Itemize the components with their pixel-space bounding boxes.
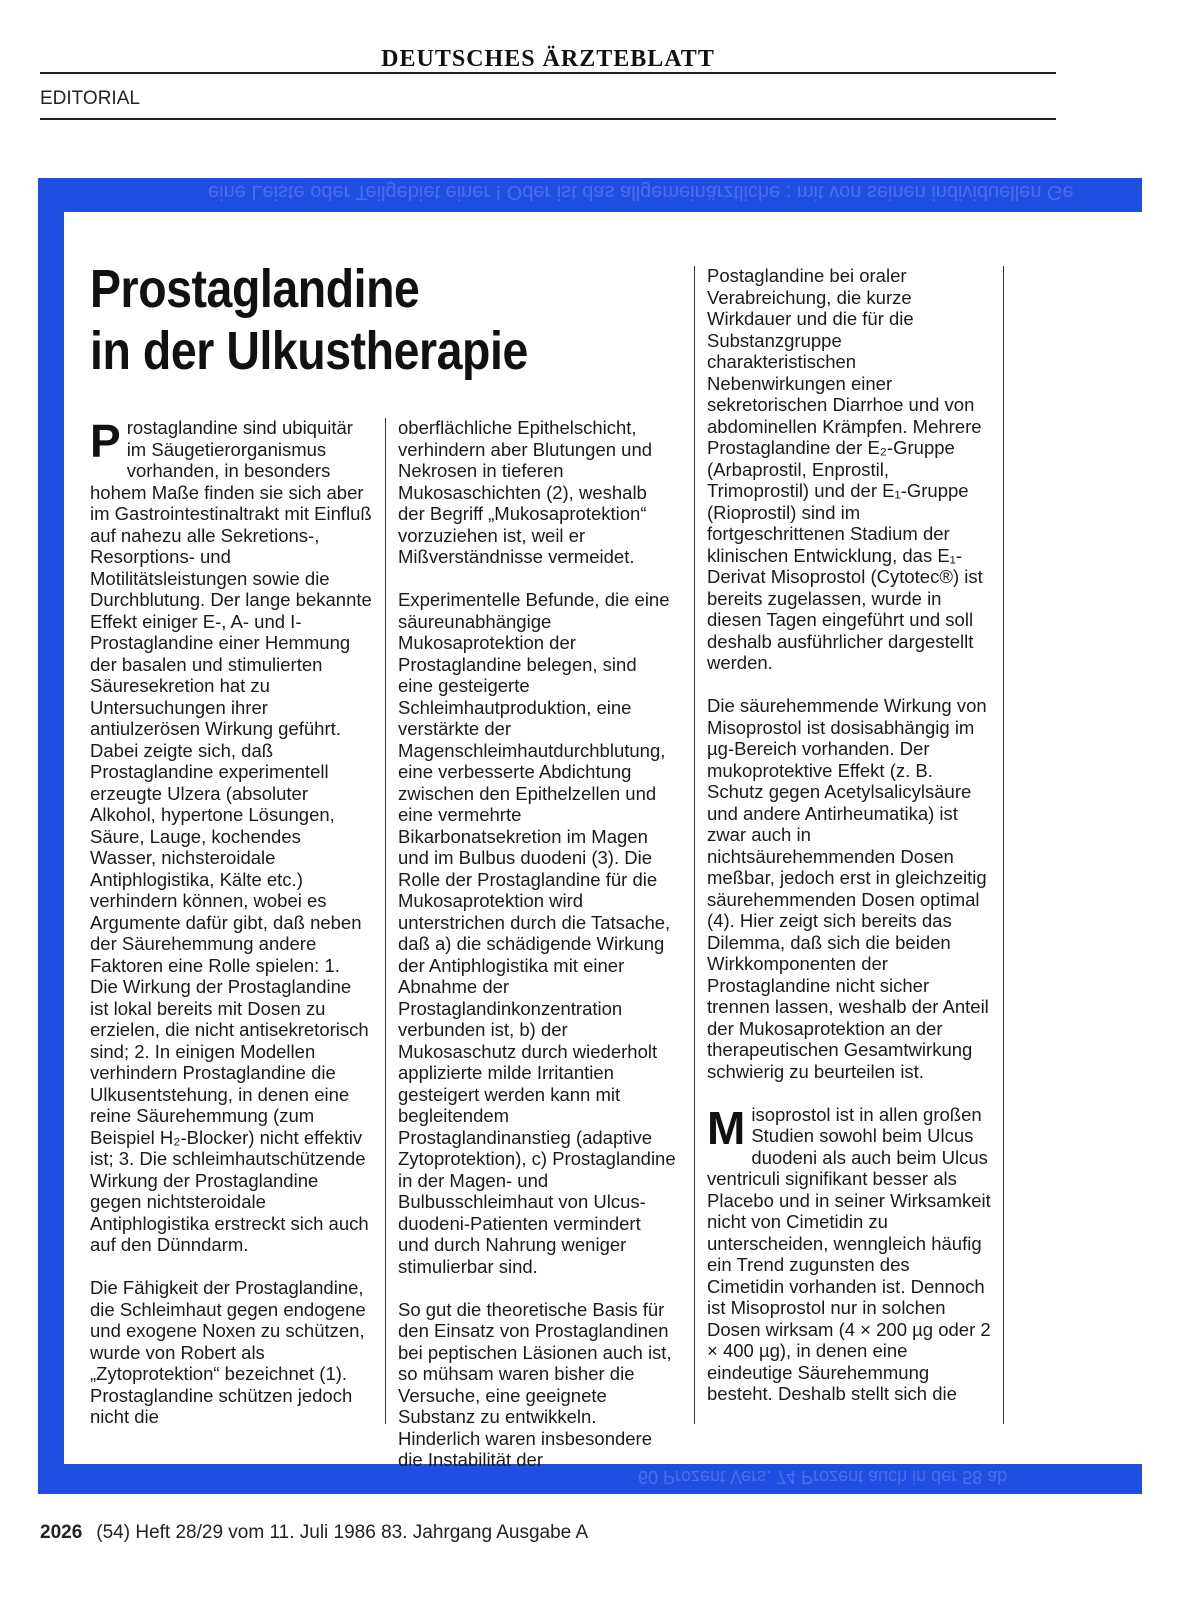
section-label: EDITORIAL — [40, 88, 140, 109]
column-rule-1 — [385, 418, 386, 1424]
page-footer — [40, 1522, 588, 1544]
paragraph — [90, 417, 372, 1256]
bleed-through-text-top: eine Leiste oder Teilgebiet einer ! Oder ist das allgemeinärztliche : mit von seinen individuellen Ge — [208, 181, 1074, 203]
paragraph: oberflächliche Epithelschicht, verhindern aber Blutungen und Nekrosen in tieferen Mukosaschichten (2), weshalb der Begriff „Mukosaprotektion“ vorzuziehen ist, weil er Mißverständnisse vermeidet. — [398, 417, 653, 567]
page-number: 2026 — [40, 1522, 83, 1543]
drop-cap: M — [707, 1101, 746, 1154]
headline-line-2: in der Ulkustherapie — [90, 321, 528, 381]
headline-line-1: Prostaglandine — [90, 259, 420, 319]
bleed-through-text-bottom: 60 Prozent Vers. 74 Prozent auch in der 58 ab — [638, 1467, 1008, 1487]
blue-frame-left — [38, 178, 64, 1494]
paragraph-text: isoprostol ist in allen großen Studien sowohl beim Ulcus duodeni als auch beim Ulcus ventriculi signifikant besser als Placebo und in seiner Wirksamkeit nicht von Cimetidin zu unterscheiden, wenngleich häufig ein Trend zugunsten des Cimetidin vorhanden ist. Dennoch ist Misoprostol nur in solchen Dosen wirksam (4 × 200 µg oder 2 × 400 µg), in denen eine eindeutige Säurehemmung besteht. Deshalb stellt sich die — [707, 1103, 991, 1404]
issue-info: (54) Heft 28/29 vom 11. Juli 1986 83. Jahrgang Ausgabe A — [96, 1522, 589, 1543]
article-column-2 — [398, 417, 676, 1492]
article-headline — [90, 258, 528, 382]
paragraph: Die Fähigkeit der Prostaglandine, die Schleimhaut gegen endogene und exogene Noxen zu schützen, wurde von Robert als „Zytoprotektion“ bezeichnet (1). Prostaglandine schützen jedoch nicht die — [90, 1277, 366, 1427]
column-rule-3 — [1003, 266, 1004, 1424]
masthead — [40, 42, 1056, 74]
paragraph: Experimentelle Befunde, die eine säureunabhängige Mukosaprotektion der Prostaglandine belegen, sind eine gesteigerte Schleimhautproduktion, eine verstärkte der Magenschleimhautdurchblutung, eine verbesserte Abdichtung zwischen den Epithelzellen und eine vermehrte Bikarbonatsekretion im Magen und im Bulbus duodeni (3). Die Rolle der Prostaglandine für die Mukosaprotektion wird unterstrichen durch die Tatsache, daß a) die schädigende Wirkung der Antiphlogistika mit einer Abnahme der Prostaglandinkonzentration verbunden ist, b) der Mukosaschutz durch wiederholt applizierte milde Irritantien gesteigert werden kann mit begleitendem Prostaglandinanstieg (adaptive Zytoprotektion), c) Prostaglandine in der Magen- und Bulbusschleimhaut von Ulcus-duodeni-Patienten vermindert und durch Nahrung weniger stimulierbar sind. — [398, 589, 676, 1277]
drop-cap: P — [90, 415, 121, 467]
article-column-3 — [707, 265, 991, 1426]
section-divider — [40, 118, 1056, 120]
paragraph: Postaglandine bei oraler Verabreichung, die kurze Wirkdauer und die für die Substanzgruppe charakteristischen Nebenwirkungen einer sekretorischen Diarrhoe und von abdominellen Krämpfen. Mehrere Prostaglandine der E₂-Gruppe (Arbaprostil, Enprostil, Trimoprostil) und der E₁-Gruppe (Rioprostil) sind im fortgeschrittenen Stadium der klinischen Entwicklung, das E₁-Derivat Misoprostol (Cytotec®) ist bereits zugelassen, wurde in diesen Tagen eingeführt und soll deshalb ausführlicher dargestellt werden. — [707, 265, 983, 673]
paragraph — [707, 1101, 991, 1405]
paragraph: So gut die theoretische Basis für den Einsatz von Prostaglandinen bei peptischen Läsionen auch ist, so mühsam waren bisher die Versuche, eine geeignete Substanz zu entwikkeln. Hinderlich waren insbesondere die Instabilität der — [398, 1298, 672, 1470]
column-rule-2 — [694, 266, 695, 1424]
blue-frame-right — [1100, 178, 1142, 198]
paragraph: Die säurehemmende Wirkung von Misoprostol ist dosisabhängig im µg-Bereich vorhanden. Der mukoprotektive Effekt (z. B. Schutz gegen Acetylsalicylsäure und andere Antirheumatika) ist zwar auch in nichtsäurehemmenden Dosen meßbar, jedoch erst in gleichzeitig säurehemmenden Dosen optimal (4). Hier zeigt sich bereits das Dilemma, daß sich die beiden Wirkkomponenten der Prostaglandine nicht sicher trennen lassen, weshalb der Anteil der Mukosaprotektion an der therapeutischen Gesamtwirkung schwierig zu beurteilen ist. — [707, 695, 989, 1082]
paragraph-text: rostaglandine sind ubiquitär im Säugetierorganismus vorhanden, in besonders hohem Maße finden sie sich aber im Gastrointestinaltrakt mit Einfluß auf nahezu alle Sekretions-, Resorptions- und Motilitätsleistungen sowie die Durchblutung. Der lange bekannte Effekt einiger E-, A- und I-Prostaglandine einer Hemmung der basalen und stimulierten Säuresekretion hat zu Untersuchungen ihrer antiulzerösen Wirkung geführt. Dabei zeigte sich, daß Prostaglandine experimentell erzeugte Ulzera (absoluter Alkohol, hypertone Lösungen, Säure, Lauge, kochendes Wasser, nichsteroidale Antiphlogistika, Kälte etc.) verhindern können, wobei es Argumente dafür gibt, daß neben der Säurehemmung andere Faktoren eine Rolle spielen: 1. Die Wirkung der Prostaglandine ist lokal bereits mit Dosen zu erzielen, die nicht antisekretorisch sind; 2. In einigen Modellen verhindern Prostaglandine die Ulkusentstehung, in denen eine reine Säurehemmung (zum Beispiel H₂-Blocker) nicht effektiv ist; 3. Die schleimhautschützende Wirkung der Prostaglandine gegen nichtsteroidale Antiphlogistika erstreckt sich auch auf den Dünndarm. — [90, 417, 372, 1255]
blue-frame-top — [38, 178, 1142, 212]
article-column-1 — [90, 417, 372, 1449]
masthead-title: DEUTSCHES ÄRZTEBLATT — [381, 46, 715, 72]
